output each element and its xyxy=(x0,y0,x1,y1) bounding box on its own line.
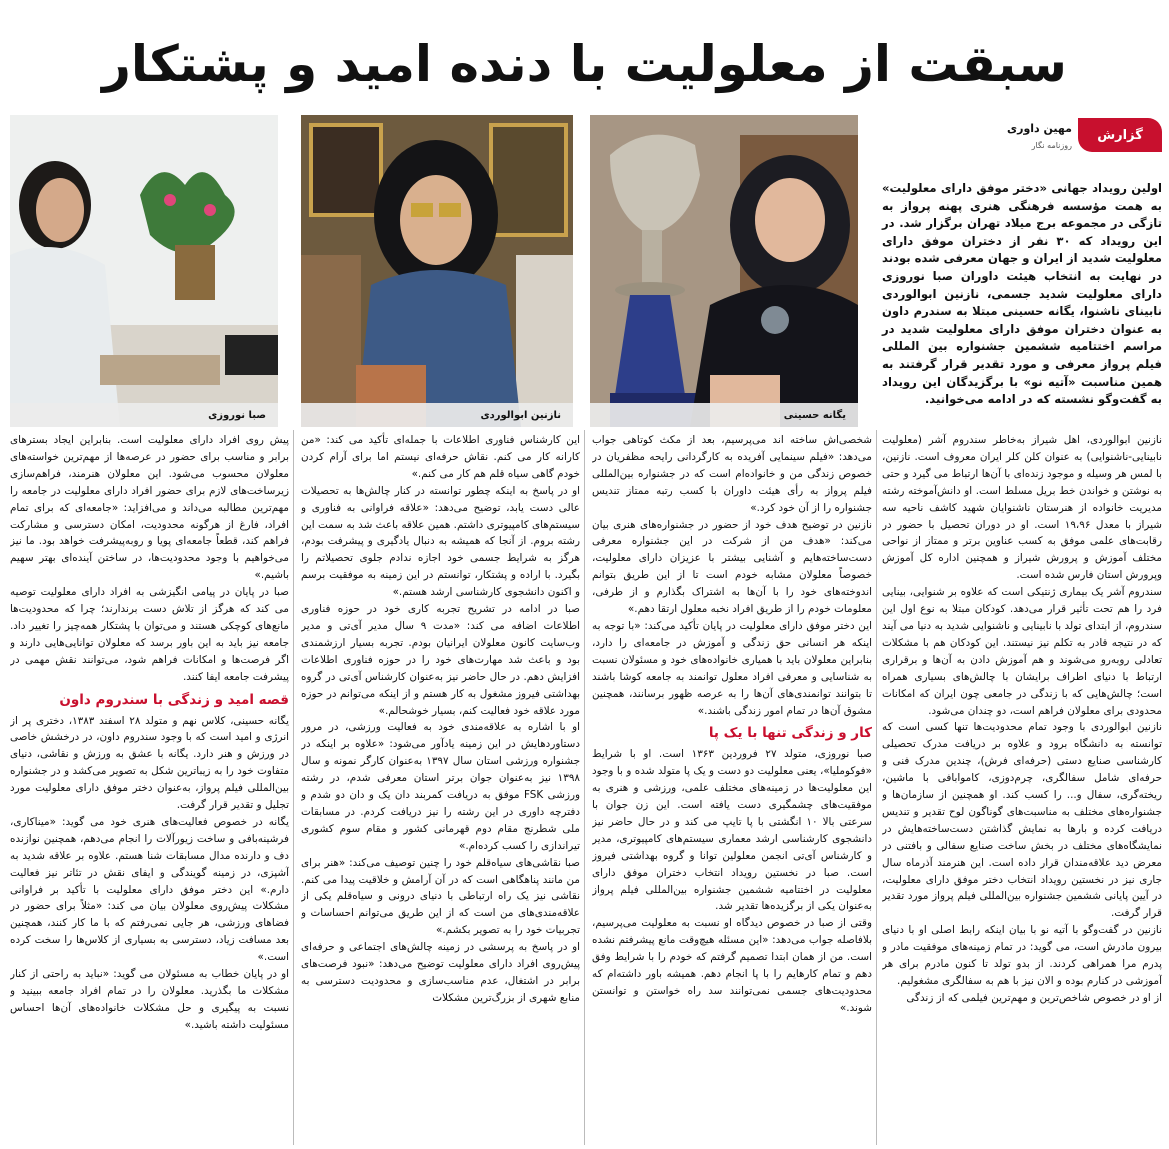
body-paragraph: این کارشناس فناوری اطلاعات با جمله‌ای تأکید می کند: «من کارانه کار می کنم. نقاش حرفه‌ای نیستم اما برای آرام کردن خودم گاهی سیاه قلم هم کار می کنم.» xyxy=(301,434,580,480)
body-paragraph: صبا در پایان در پیامی انگیزشی به افراد دارای معلولیت توصیه می کند که هرگز از تلاش دست برندارند؛ چرا که محدودیت‌ها مانع‌های کوچکی هستند و می‌توان با پشتکار همه‌چیز را تغییر داد. جامعه نیز باید به این باور برسد که معلولان توانایی‌هایی دارند و اگر فرصت‌ها و امکانات فراهم شود، می‌توانند نقش مهمی در پیشرفت جامعه ایفا کنند. xyxy=(10,586,289,683)
column-divider xyxy=(876,430,877,1145)
article-column-2 xyxy=(592,432,872,1144)
body-paragraph: صبا نوروزی، متولد ۲۷ فروردین ۱۳۶۳ است. او با شرایط «فوکوملیا»، یعنی معلولیت دو دست و یک پا متولد شده و با وجود این معلولیت‌ها در زمینه‌های مختلف علمی، ورزشی و هنری به موفقیت‌های چشمگیری دست یافته است. این زن جوان با سرعتی بالا ۱۰ انگشتی با پا تایپ می کند و در حال حاضر نیز دانشجوی کارشناسی ارشد معماری سیستم‌های کامپیوتری، مدیر و کارشناس آی‌تی انجمن معلولین توانا و گروه بهداشتی فیروز است. صبا در نخستین رویداد انتخاب دختران موفق دارای معلولیت در اختتامیه ششمین جشنواره بین‌المللی فیلم پرواز به‌عنوان یکی از برگزیده‌ها تقدیر شد. xyxy=(592,748,872,913)
subheading-yeganeh: قصه امید و زندگی با سندروم داون xyxy=(59,691,289,708)
article-column-1 xyxy=(882,432,1162,1144)
article-column-4 xyxy=(10,432,289,1144)
body-paragraph: صبا نقاشی‌های سیاه‌قلم خود را چنین توصیف می‌کند: «هنر برای من مانند پناهگاهی است که در آن آرامش و خلاقیت پیدا می کنم. نقاشی نیز یک راه ارتباطی با دنیای درونی و سیاه‌قلم یکی از علاقه‌مندی‌های من است که از این طریق می‌توانم احساسات و تجربیات خود را به تصویر بکشم.» xyxy=(301,856,580,937)
body-paragraph: او در پاسخ به پرسشی در زمینه چالش‌های اجتماعی و حرفه‌ای پیش‌روی افراد دارای معلولیت توضیح می‌دهد: «نبود فرصت‌های برابر در اشتغال، عدم مناسب‌سازی و محدودیت دسترسی به منابع شهری از بزرگ‌ترین مشکلات xyxy=(301,941,580,1004)
photo-yeganeh-image xyxy=(590,115,858,427)
body-paragraph: نازنین در توضیح هدف خود از حضور در جشنواره‌های هنری بیان می‌کند: «هدف من از شرکت در این جشنواره معرفی دست‌ساخته‌هایم و آشنایی بیشتر با عزیزان دارای معلولیت، خصوصاً معلولان مشابه خودم است تا از این طریق بتوانم اندوخته‌های خود را با آن‌ها به اشتراک بگذارم و از طرفی، معلومات خودم را از طریق افراد نخبه معلول ارتقا دهم.» xyxy=(592,518,872,616)
body-paragraph: نازنین ابوالوردی با وجود تمام محدودیت‌ها تنها کسی است که توانسته به دانشگاه برود و علاوه بر دریافت مدرک تحصیلی کارشناسی صنایع دستی (حرفه‌ای فرش)، چندین مدرک فنی و حرفه‌ای شامل سفالگری، چرم‌دوزی، کاموابافی با ماشین، ریخته‌گری، سفال و... را کسب کند. او همچنین از سازمان‌ها و جشنواره‌های مختلف به مناسبت‌های گوناگون لوح تقدیر و تندیس دریافت کرده و بارها به نمایش گذاشتن دست‌ساخته‌هایش در نمایشگاه‌های مختلف در بخش ساخت صنایع سفالی و بافتنی در معرض دید علاقه‌مندان قرار داده است. این هنرمند آذرماه سال جاری نیز در نخستین رویداد انتخاب دختر موفق دارای معلولیت، در آیین پایانی ششمین جشنواره بین‌المللی فیلم پرواز مورد تقدیر قرار گرفت. xyxy=(882,721,1162,920)
author-name: مهین داوری xyxy=(1007,122,1072,135)
page-headline: سبقت از معلولیت با دنده امید و پشتکار xyxy=(102,35,1067,93)
photo-nazanin-abolverdi xyxy=(301,115,573,427)
body-paragraph: او با اشاره به علاقه‌مندی خود به فعالیت ورزشی، در مرور دستاوردهایش در این زمینه یادآور می‌شود: «علاوه بر اینکه در جشنواره ورزشی استان سال ۱۳۹۷ به‌عنوان کارگر نمونه و سال ۱۳۹۸ نیز به‌عنوان جوان برتر استان معرفی شدم، در رشته ورزشی FSK موفق به دریافت کمربند دان یک و دان دو شدم و دفترچه داوری در این رشته را نیز دریافت کردم. در مسابقات ملی شطرنج مقام دوم قهرمانی کشور و مقام سوم کشوری تیراندازی را کسب کرده‌ام.» xyxy=(301,721,580,852)
body-paragraph: صبا در ادامه در تشریح تجربه کاری خود در حوزه فناوری اطلاعات اضافه می کند: «مدت ۹ سال مدیر آی‌تی و مدیر وب‌سایت کانون معلولان ایرانیان بودم. تجربه بسیار ارزشمندی بود و باعث شد مهارت‌های خود را در حوزه فناوری اطلاعات افزایش دهم. در حال حاضر نیز به‌عنوان کارشناس آی‌تی در گروه بهداشتی فیروز مشغول به کار هستم و از اینکه می‌توانم در حوزه مورد علاقه خود فعالیت کنم، بسیار خوشحالم.» xyxy=(301,603,580,717)
photo-caption: صبا نوروزی xyxy=(10,403,278,427)
body-paragraph: او در پایان خطاب به مسئولان می گوید: «نباید به راحتی از کنار مشکلات ما بگذرید. معلولان را در تمام افراد جامعه ببینید و نسبت به پیگیری و حل مشکلات خانواده‌های آن‌ها احساس مسئولیت داشته باشید.» xyxy=(10,968,289,1031)
photo-yeganeh-hosseini xyxy=(590,115,858,427)
section-tag: گزارش xyxy=(1078,118,1162,152)
photo-nazanin-image xyxy=(301,115,573,427)
body-paragraph: یگانه در خصوص فعالیت‌های هنری خود می گوید: «میناکاری، فرشینه‌بافی و ساخت زیورآلات را انجام می‌دهم، همچنین نوازنده دف و دارنده مدال مسابقات شنا هستم. علاوه بر علاقه شدید به آشپزی، در زمینه گویندگی و ایفای نقش در تئاتر نیز فعالیت دارم.» این دختر موفق دارای معلولیت با تأکید بر فراوانی مشکلات پیش‌روی معلولان بیان می کند: «مثلاً برای حضور در فضاهای ورزشی، هر جایی نمی‌رفتم که با ما کار کنند، همچنین بعد مسافت زیاد، دسترسی به بسیاری از کلاس‌ها را سخت کرده است.» xyxy=(10,815,289,964)
body-paragraph: از او در خصوص شاخص‌ترین و مهم‌ترین فیلمی که از زندگی xyxy=(906,991,1162,1004)
photo-caption: یگانه حسینی xyxy=(590,403,858,427)
body-paragraph: او در پاسخ به اینکه چطور توانسته در کنار چالش‌ها به تحصیلات عالی دست یابد، توضیح می‌دهد: «علاقه فراوانی به فناوری و سیستم‌های کامپیوتری داشتم. همین علاقه باعث شد به سمت این رشته بروم. از آنجا که همیشه به دنبال یادگیری و پیشرفت بودم، هرگز به شرایط جسمی خود اجازه ندادم جلوی تحصیلاتم را بگیرد. با اراده و پشتکار، توانستم در این زمینه به موفقیت برسم و اکنون دانشجوی کارشناسی ارشد هستم.» xyxy=(301,484,580,599)
column-divider xyxy=(293,430,294,1145)
body-paragraph: پیش روی افراد دارای معلولیت است. بنابراین ایجاد بسترهای برابر و مناسب برای حضور در عرصه‌ها از مهم‌ترین خواسته‌های معلولان محسوب می‌شود. این معلولان هنرمند، فراهم‌سازی زیرساخت‌های لازم برای حضور افراد دارای معلولیت در جامعه را مهم‌ترین مطالبه می‌داند و می‌افزاید: «جامعه‌ای که برای تمام افراد، فارغ از هرگونه محدودیت، امکان دسترسی و مشارکت فراهم کند، قطعاً جامعه‌ای پویا و روبه‌پیشرفت خواهد بود. ما نیز می‌خواهیم با وجود محدودیت‌ها، در ساختن آینده‌ای بهتر سهیم باشیم.» xyxy=(10,434,289,582)
subheading-saba: کار و زندگی تنها با یک پا xyxy=(708,725,872,742)
photo-saba-norouzi xyxy=(10,115,278,427)
photo-caption: نازنین ابوالوردی xyxy=(301,403,573,427)
body-paragraph: یگانه حسینی، کلاس نهم و متولد ۲۸ اسفند ۱۳۸۳، دختری پر از انرژی و امید است که با وجود سندروم داون، در درخشش خاصی در ورزش و هنر دارد. یگانه با عشق به ورزش و نقاشی، دنیای متفاوت خود را به زیباترین شکل به تصویر می‌کشد و در جشنواره بین‌المللی فیلم پرواز، به‌عنوان دختر موفق دارای معلولیت مورد تجلیل و تقدیر قرار گرفت. xyxy=(10,714,289,812)
body-paragraph: شخصی‌اش ساخته اند می‌پرسیم، بعد از مکث کوتاهی جواب می‌دهد: «فیلم سینمایی آفریده به کارگردانی رایحه مظفریان در خصوص زندگی من و خانواده‌ام است که در جشنواره بین‌المللی فیلم پرواز به رأی هیئت داوران با کسب رتبه ممتاز تندیس جشنواره را از آن خود کرد.» xyxy=(592,434,872,514)
body-paragraph: سندروم آشر یک بیماری ژنتیکی است که علاوه بر شنوایی، بینایی فرد را هم تحت تأثیر قرار می‌دهد. کودکان مبتلا به نوع اول این سندروم، از ابتدای تولد با نابینایی و ناشنوایی شدید به دنیا می آیند که در نتیجه قادر به تکلم نیز نیستند. این کودکان هم با مشکلات تعادلی روبه‌رو می‌شوند و هم آموزش دادن به آن‌ها و برقراری ارتباط با دنیای اطراف برایشان با چالش‌های بسیاری همراه است؛ چالش‌هایی که با زندگی در جامعی چون ایران که امکانات محدودی برای معلولان فراهم است، دو چندان می‌شود. xyxy=(882,586,1162,717)
body-paragraph: وقتی از صبا در خصوص دیدگاه او نسبت به معلولیت می‌پرسیم، بلافاصله جواب می‌دهد: «این مسئله هیچ‌وقت مانع پیشرفتم نشده است. من از همان ابتدا تصمیم گرفتم که خودم را با شرایط وفق دهم و تمام کارهایم را با پا انجام دهم. همیشه باور داشته‌ام که محدودیت‌های جسمی نمی‌توانند سد راه خواستن و توانستن شوند.» xyxy=(592,917,872,1014)
article-column-3 xyxy=(301,432,580,1144)
body-paragraph: نازنین در گفت‌وگو با آتیه نو با بیان اینکه رابط اصلی او با دنیای بیرون مادرش است، می گوید: در تمام زمینه‌های موفقیت مادر و پدرم مرا همراهی کردند. از بدو تولد تا کنون مادرم برای هر آموزشی در کنارم بوده و الان نیز با هم به سفالگری مشغولیم. xyxy=(882,924,1162,987)
photo-saba-image xyxy=(10,115,278,427)
lead-paragraph: اولین رویداد جهانی «دختر موفق دارای معلولیت» به همت مؤسسه فرهنگی هنری پهنه پرواز به تازگی در مجموعه برج میلاد تهران برگزار شد. در این رویداد که ۳۰ نفر از دختران موفق دارای معلولیت شدید از ایران و جهان معرفی شده بودند در نهایت به انتخاب هیئت داوران صبا نوروزی دارای معلولیت شدید جسمی، نازنین ابوالوردی نابینای ناشنوا، یگانه حسینی مبتلا به سندرم داون به عنوان دختران موفق دارای معلولیت شدید در مراسم اختتامیه ششمین جشنواره بین المللی فیلم پرواز معرفی و مورد تقدیر قرار گرفتند به همین مناسبت «آتیه نو» با برگزیدگان این رویداد به گفت‌وگو نشسته که در ادامه می‌خوانید. xyxy=(882,181,1162,407)
column-divider xyxy=(584,430,585,1145)
body-paragraph: این دختر موفق دارای معلولیت در پایان تأکید می‌کند: «با توجه به اینکه هر انسانی حق زندگی و آموزش در جامعه‌ای را دارد، بنابراین معلولان باید با همیاری خانواده‌های خود و مسئولان نسبت به شناسایی و معرفی افراد معلول توانمند به جامعه کوشا باشند تا بتوانند توانمندی‌های آن‌ها را به عرصه ظهور برسانند، همچنین مشوق آن‌ها در تمام امور زندگی باشند.» xyxy=(592,619,872,717)
author-role: روزنامه نگار xyxy=(1031,141,1072,150)
body-paragraph: نازنین ابوالوردی، اهل شیراز به‌خاطر سندروم آشر (معلولیت نابینایی-ناشنوایی) به‌ عنوان کلن کلر ایران معروف است. نازنین، با لمس هر وسیله و موجود زنده‌ای با آن‌ها ارتباط می گیرد و حتی به نوشتن و خواندن خط بریل مسلط است. او دانش‌آموخته رشته مدیریت خانواده از هنرستان ناشنوایان شهید کاشف ناحیه سه شیراز با معدل ۱۹،۹۶ است. او در دوران تحصیل با حضور در رقابت‌های علمی موفق به کسب عناوین برتر و ممتاز از نواحی مختلف آموزش و پرورش شیراز و همچنین اداره کل آموزش وپرورش استان فارس شده است. xyxy=(882,434,1162,582)
